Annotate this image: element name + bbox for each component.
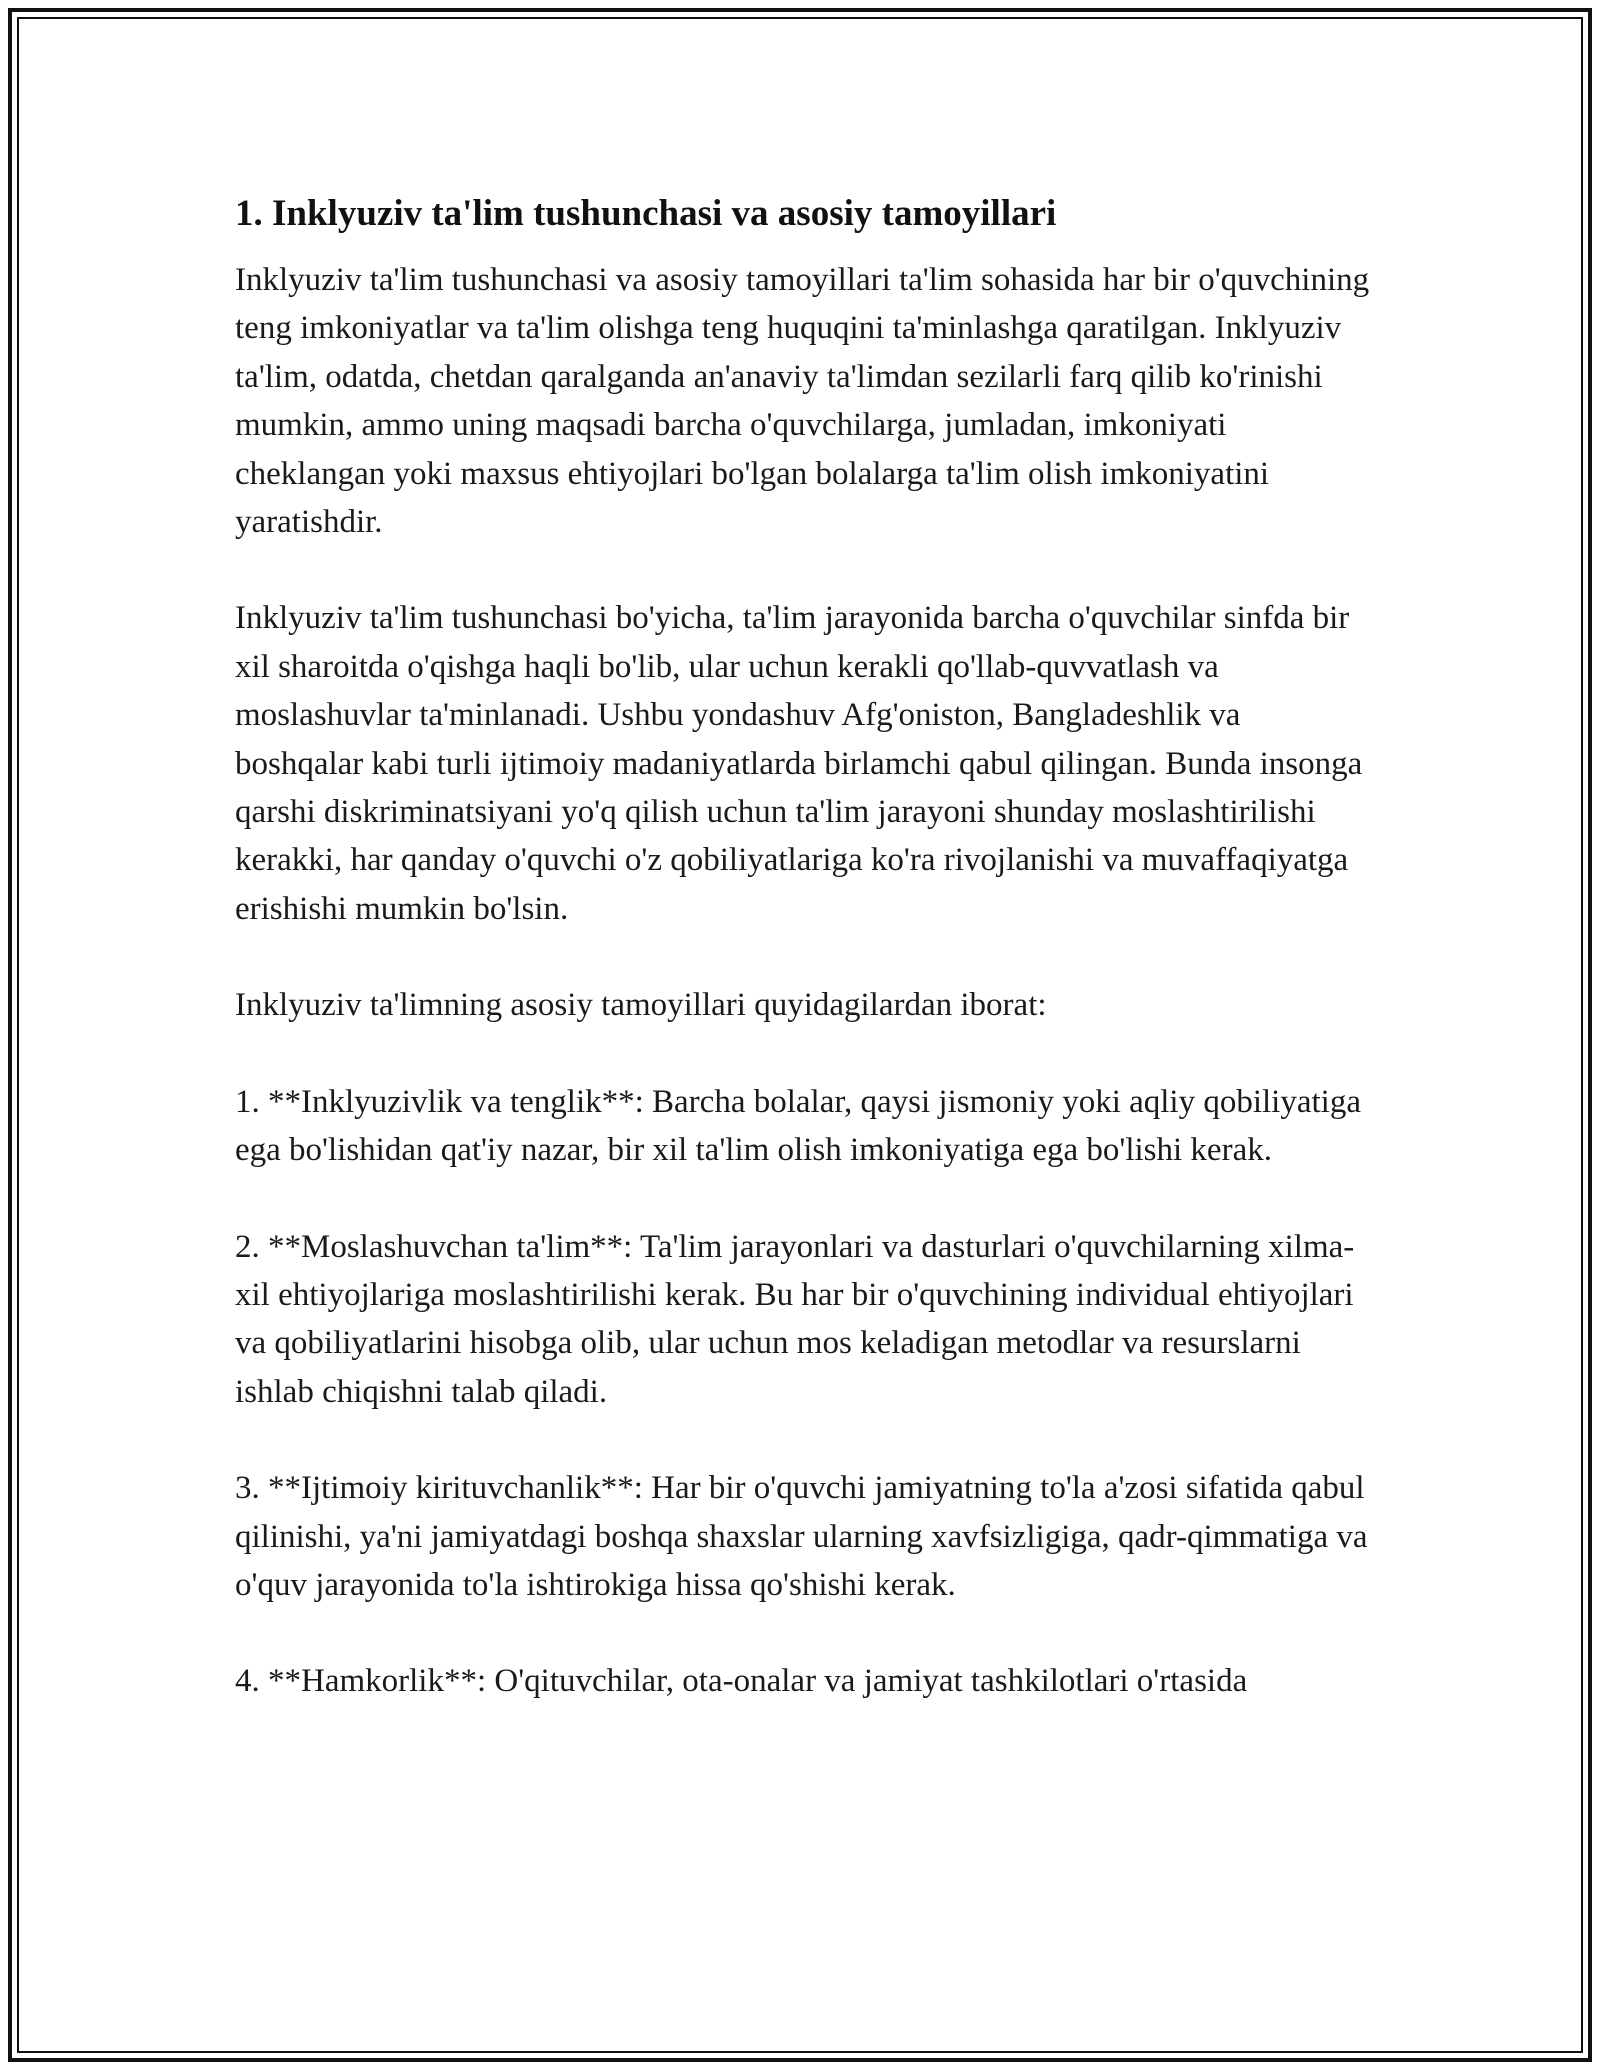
paragraph-principles-intro: Inklyuziv ta'limning asosiy tamoyillari quyidagilardan iborat: [235,987,1047,1024]
list-item-principle-3: 3. **Ijtimoiy kirituvchanlik**: Har bir o'quvchi jamiyatning to'la a'zosi sifatida qabul qilinishi, ya'ni jamiyatdagi boshqa shaxslar ularning xavfsizligiga, qadr-qimmatiga va o'quv jarayonida to'la ishtirokiga hissa qo'shishi kerak. [235,1470,1368,1603]
list-item-principle-4: 4. **Hamkorlik**: O'qituvchilar, ota-onalar va jamiyat tashkilotlari o'rtasida [235,1663,1248,1700]
paragraph-intro: Inklyuziv ta'lim tushunchasi va asosiy tamoyillari ta'lim sohasida har bir o'quvchining teng imkoniyatlar va ta'lim olishga teng huquqini ta'minlashga qaratilgan. Inklyuziv ta'lim, odatda, chetdan qaralganda an'anaviy ta'limdan sezilarli farq qilib ko'rinishi mumkin, ammo uning maqsadi barcha o'quvchilarga, jumladan, imkoniyati cheklangan yoki maxsus ehtiyojlari bo'lgan bolalarga ta'lim olish imkoniyatini yaratishdir. [235,262,1370,541]
list-item-principle-1: 1. **Inklyuzivlik va tenglik**: Barcha bolalar, qaysi jismoniy yoki aqliy qobiliyatiga ega bo'lishidan qat'iy nazar, bir xil ta'lim olish imkoniyatiga ega bo'lishi kerak. [235,1083,1361,1169]
section-heading: 1. Inklyuziv ta'lim tushunchasi va asosiy tamoyillari [235,193,1057,234]
list-item-principle-2: 2. **Moslashuvchan ta'lim**: Ta'lim jarayonlari va dasturlari o'quvchilarning xilma-xil ehtiyojlariga moslashtirilishi kerak. Bu har bir o'quvchining individual ehtiyojlari va qobiliyatlarini hisobga olib, ular uchun mos keladigan metodlar va resurslarni ishlab chiqishni talab qiladi. [235,1228,1355,1410]
paragraph-concept: Inklyuziv ta'lim tushunchasi bo'yicha, ta'lim jarayonida barcha o'quvchilar sinfda bir xil sharoitda o'qishga haqli bo'lib, ular uchun kerakli qo'llab-quvvatlash va moslashuvlar ta'minlanadi. Ushbu yondashuv Afg'oniston, Bangladeshlik va boshqalar kabi turli ijtimoiy madaniyatlarda birlamchi qabul qilingan. Bunda insonga qarshi diskriminatsiyani yo'q qilish uchun ta'lim jarayoni shunday moslashtirilishi kerakki, har qanday o'quvchi o'z qobiliyatlariga ko'ra rivojlanishi va muvaffaqiyatga erishishi mumkin bo'lsin. [235,600,1363,927]
document-body [235,188,1375,1706]
